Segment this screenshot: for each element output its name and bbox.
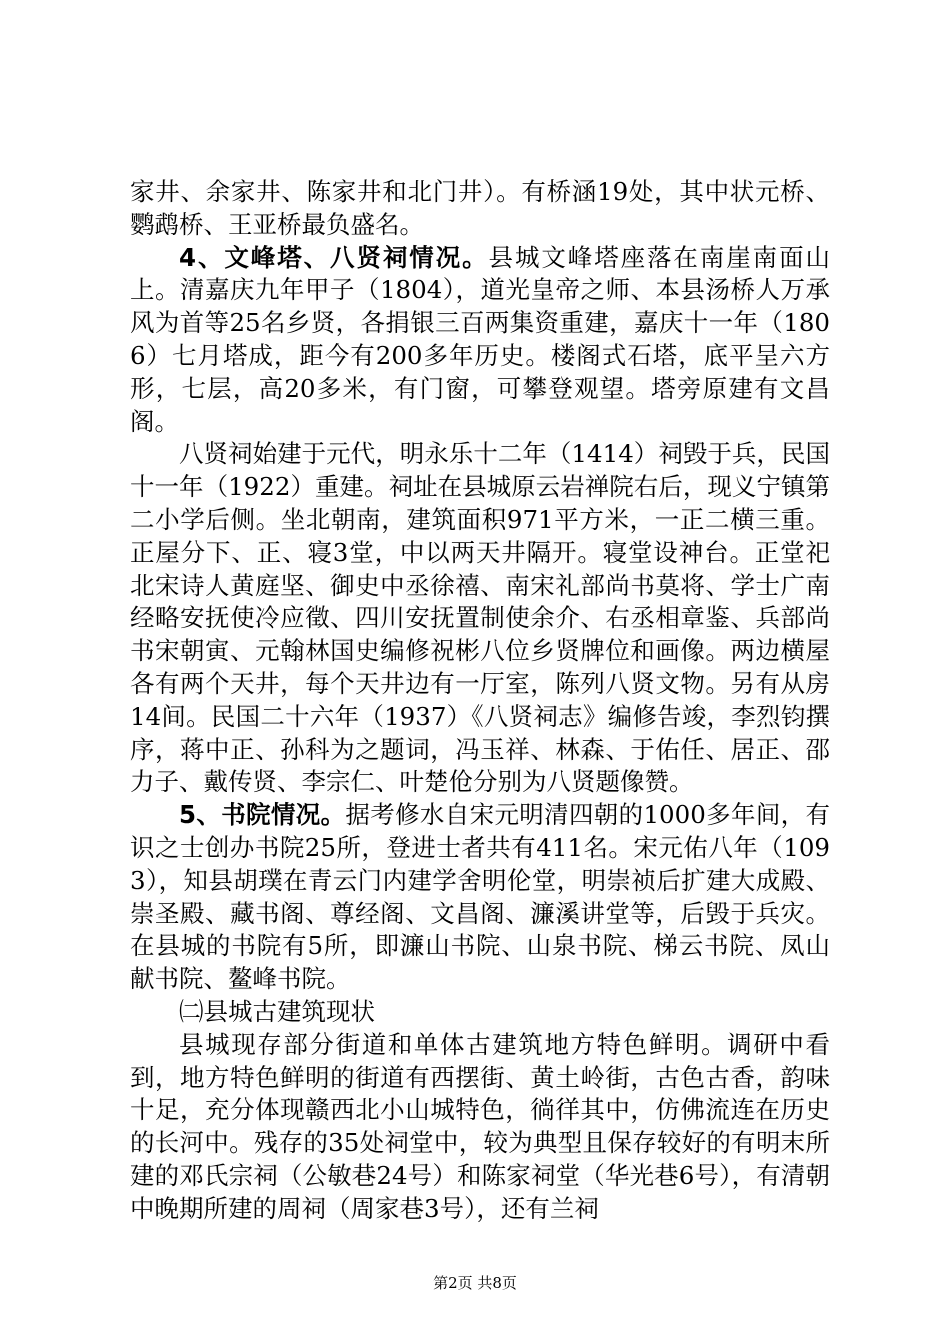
paragraph-current-status: [130, 1029, 830, 1226]
document-body: [130, 176, 830, 1226]
paragraph-academies: [130, 799, 830, 996]
paragraph-text: 县城现存部分街道和单体古建筑地方特色鲜明。调研中看到，地方特色鲜明的街道有西摆街、黄土岭街，古色古香，韵味十足，充分体现赣西北小山城特色，徜徉其中，仿佛流连在历史的长河中。残存的35处祠堂中，较为典型且保存较好的有明末所建的邓氏宗祠（公敏巷24号）和陈家祠堂（华光巷6号），有清朝中晚期所建的周祠（周家巷3号），还有兰祠: [130, 1029, 830, 1223]
paragraph-bridges: [130, 176, 830, 242]
paragraph-text: 据考修水自宋元明清四朝的1000多年间，有识之士创办书院25所，登进士者共有411名。宋元佑八年（1093），知县胡璞在青云门内建学舍明伦堂，明崇祯后扩建大成殿、崇圣殿、藏书阁、尊经阁、文昌阁、濂溪讲堂等，后毁于兵灾。在县城的书院有5所，即濂山书院、山泉书院、梯云书院、凤山献书院、鳌峰书院。: [130, 800, 831, 994]
paragraph-text: 县城文峰塔座落在南崖南面山上。清嘉庆九年甲子（1804），道光皇帝之师、本县汤桥人万承风为首等25名乡贤，各捐银三百两集资重建，嘉庆十一年（1806）七月塔成，距今有200多年历史。楼阁式石塔，底平呈六方形，七层，高20多米，有门窗，可攀登观望。塔旁原建有文昌阁。: [130, 242, 831, 436]
paragraph-text: 八贤祠始建于元代，明永乐十二年（1414）祠毁于兵，民国十一年（1922）重建。祠址在县城原云岩禅院右后，现义宁镇第二小学后侧。坐北朝南，建筑面积971平方米，一正二横三重。正屋分下、正、寝3堂，中以两天井隔开。寝堂设神台。正堂祀北宋诗人黄庭坚、御史中丞徐禧、南宋礼部尚书莫将、学士广南经略安抚使冷应徵、四川安抚置制使余介、右丞相章鉴、兵部尚书宋朝寅、元翰林国史编修祝彬八位乡贤牌位和画像。两边横屋各有两个天井，每个天井边有一厅室，陈列八贤文物。另有从房14间。民国二十六年（1937）《八贤祠志》编修告竣，李烈钧撰序，蒋中正、孙科为之题词，冯玉祥、林森、于佑任、居正、邵力子、戴传贤、李宗仁、叶楚伧分别为八贤题像赞。: [130, 439, 830, 797]
paragraph-text: 家井、余家井、陈家井和北门井）。有桥涵19处，其中状元桥、鹦鹉桥、王亚桥最负盛名。: [130, 177, 830, 239]
paragraph-baxian-temple: [130, 438, 830, 799]
section-heading: 4、文峰塔、八贤祠情况。: [179, 242, 489, 272]
page-footer: 第2页 共8页: [433, 1274, 517, 1292]
paragraph-wenfeng-tower: [130, 242, 830, 439]
section-heading: 5、书院情况。: [179, 800, 346, 830]
subsection-title: [130, 996, 830, 1029]
paragraph-text: ㈡县城古建筑现状: [179, 996, 375, 1026]
